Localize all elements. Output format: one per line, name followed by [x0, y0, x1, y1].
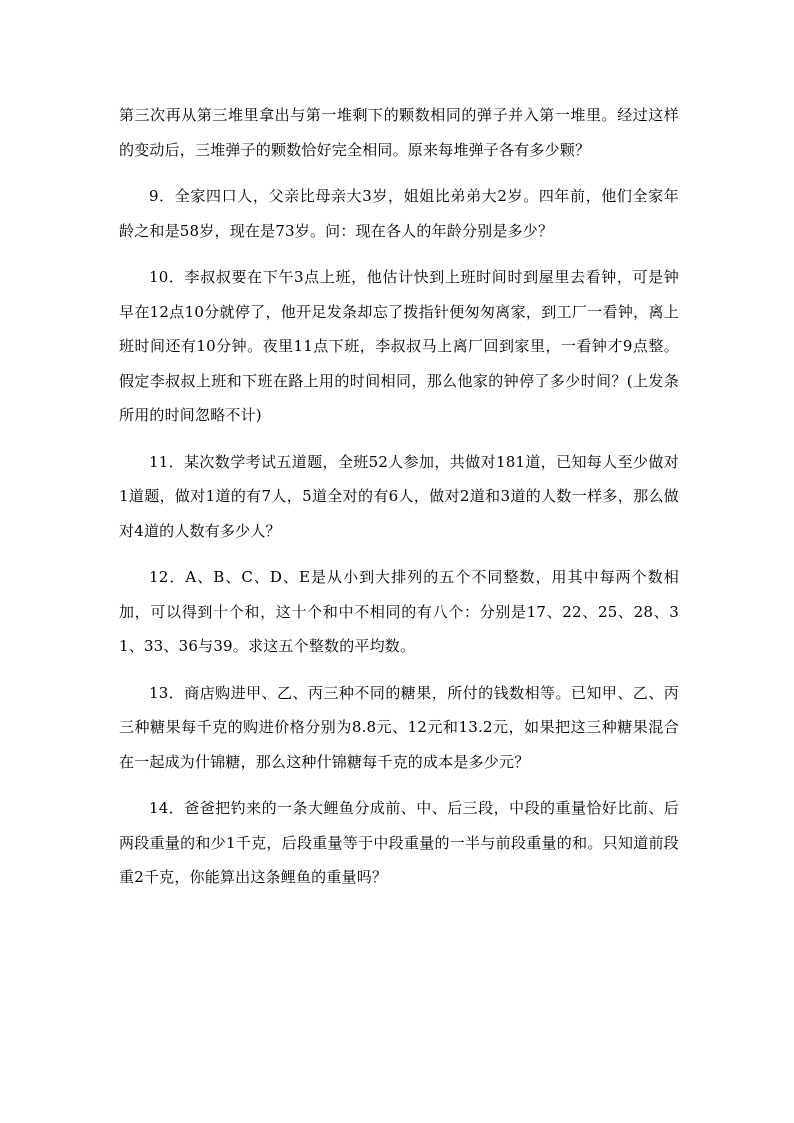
question-12: 12．A、B、C、D、E是从小到大排列的五个不同整数，用其中每两个数相加，可以得到十个和，这十个和中不相同的有八个：分别是17、22、25、28、31、33、36与39。求这五个整数的平均数。 [119, 568, 679, 655]
question-13: 13．商店购进甲、乙、丙三种不同的糖果，所付的钱数相等。已知甲、乙、丙三种糖果每千克的购进价格分别为8.8元、12元和13.2元，如果把这三种糖果混合在一起成为什锦糖，那么这种什锦糖每千克的成本是多少元？ [119, 683, 679, 771]
paragraph-gap [119, 779, 679, 791]
paragraph-gap [119, 167, 679, 179]
paragraph-gap [119, 664, 679, 676]
question-11: 11．某次数学考试五道题，全班52人参加，共做对181道，已知每人至少做对1道题，做对1道的有7人，5道全对的有6人，做对2道和3道的人数一样多，那么做对4道的人数有多少人？ [119, 452, 679, 540]
question-14: 14．爸爸把钓来的一条大鲤鱼分成前、中、后三段，中段的重量恰好比前、后两段重量的和少1千克，后段重量等于中段重量的一半与前段重量的和。只知道前段重2千克，你能算出这条鲤鱼的重量吗？ [119, 799, 679, 886]
question-9: 9．全家四口人，父亲比母亲大3岁，姐姐比弟弟大2岁。四年前，他们全家年龄之和是58岁，现在是73岁。问：现在各人的年龄分别是多少？ [119, 187, 679, 240]
question-10: 10．李叔叔要在下午3点上班，他估计快到上班时间时到屋里去看钟，可是钟早在12点10分就停了，他开足发条却忘了拨指针便匆匆离家，到工厂一看钟，离上班时间还有10分钟。夜里11点下班，李叔叔马上离厂回到家里，一看钟才9点整。假定李叔叔上班和下班在路上用的时间相同，那么他家的钟停了多少时间？(上发条所用的时间忽略不计) [119, 268, 679, 424]
paragraph-gap [119, 248, 679, 260]
paragraph-gap [119, 548, 679, 560]
document-body [119, 98, 679, 895]
paragraph-gap [119, 433, 679, 445]
paragraph-continuation-8: 第三次再从第三堆里拿出与第一堆剩下的颗数相同的弹子并入第一堆里。经过这样的变动后，三堆弹子的颗数恰好完全相同。原来每堆弹子各有多少颗？ [119, 106, 679, 159]
